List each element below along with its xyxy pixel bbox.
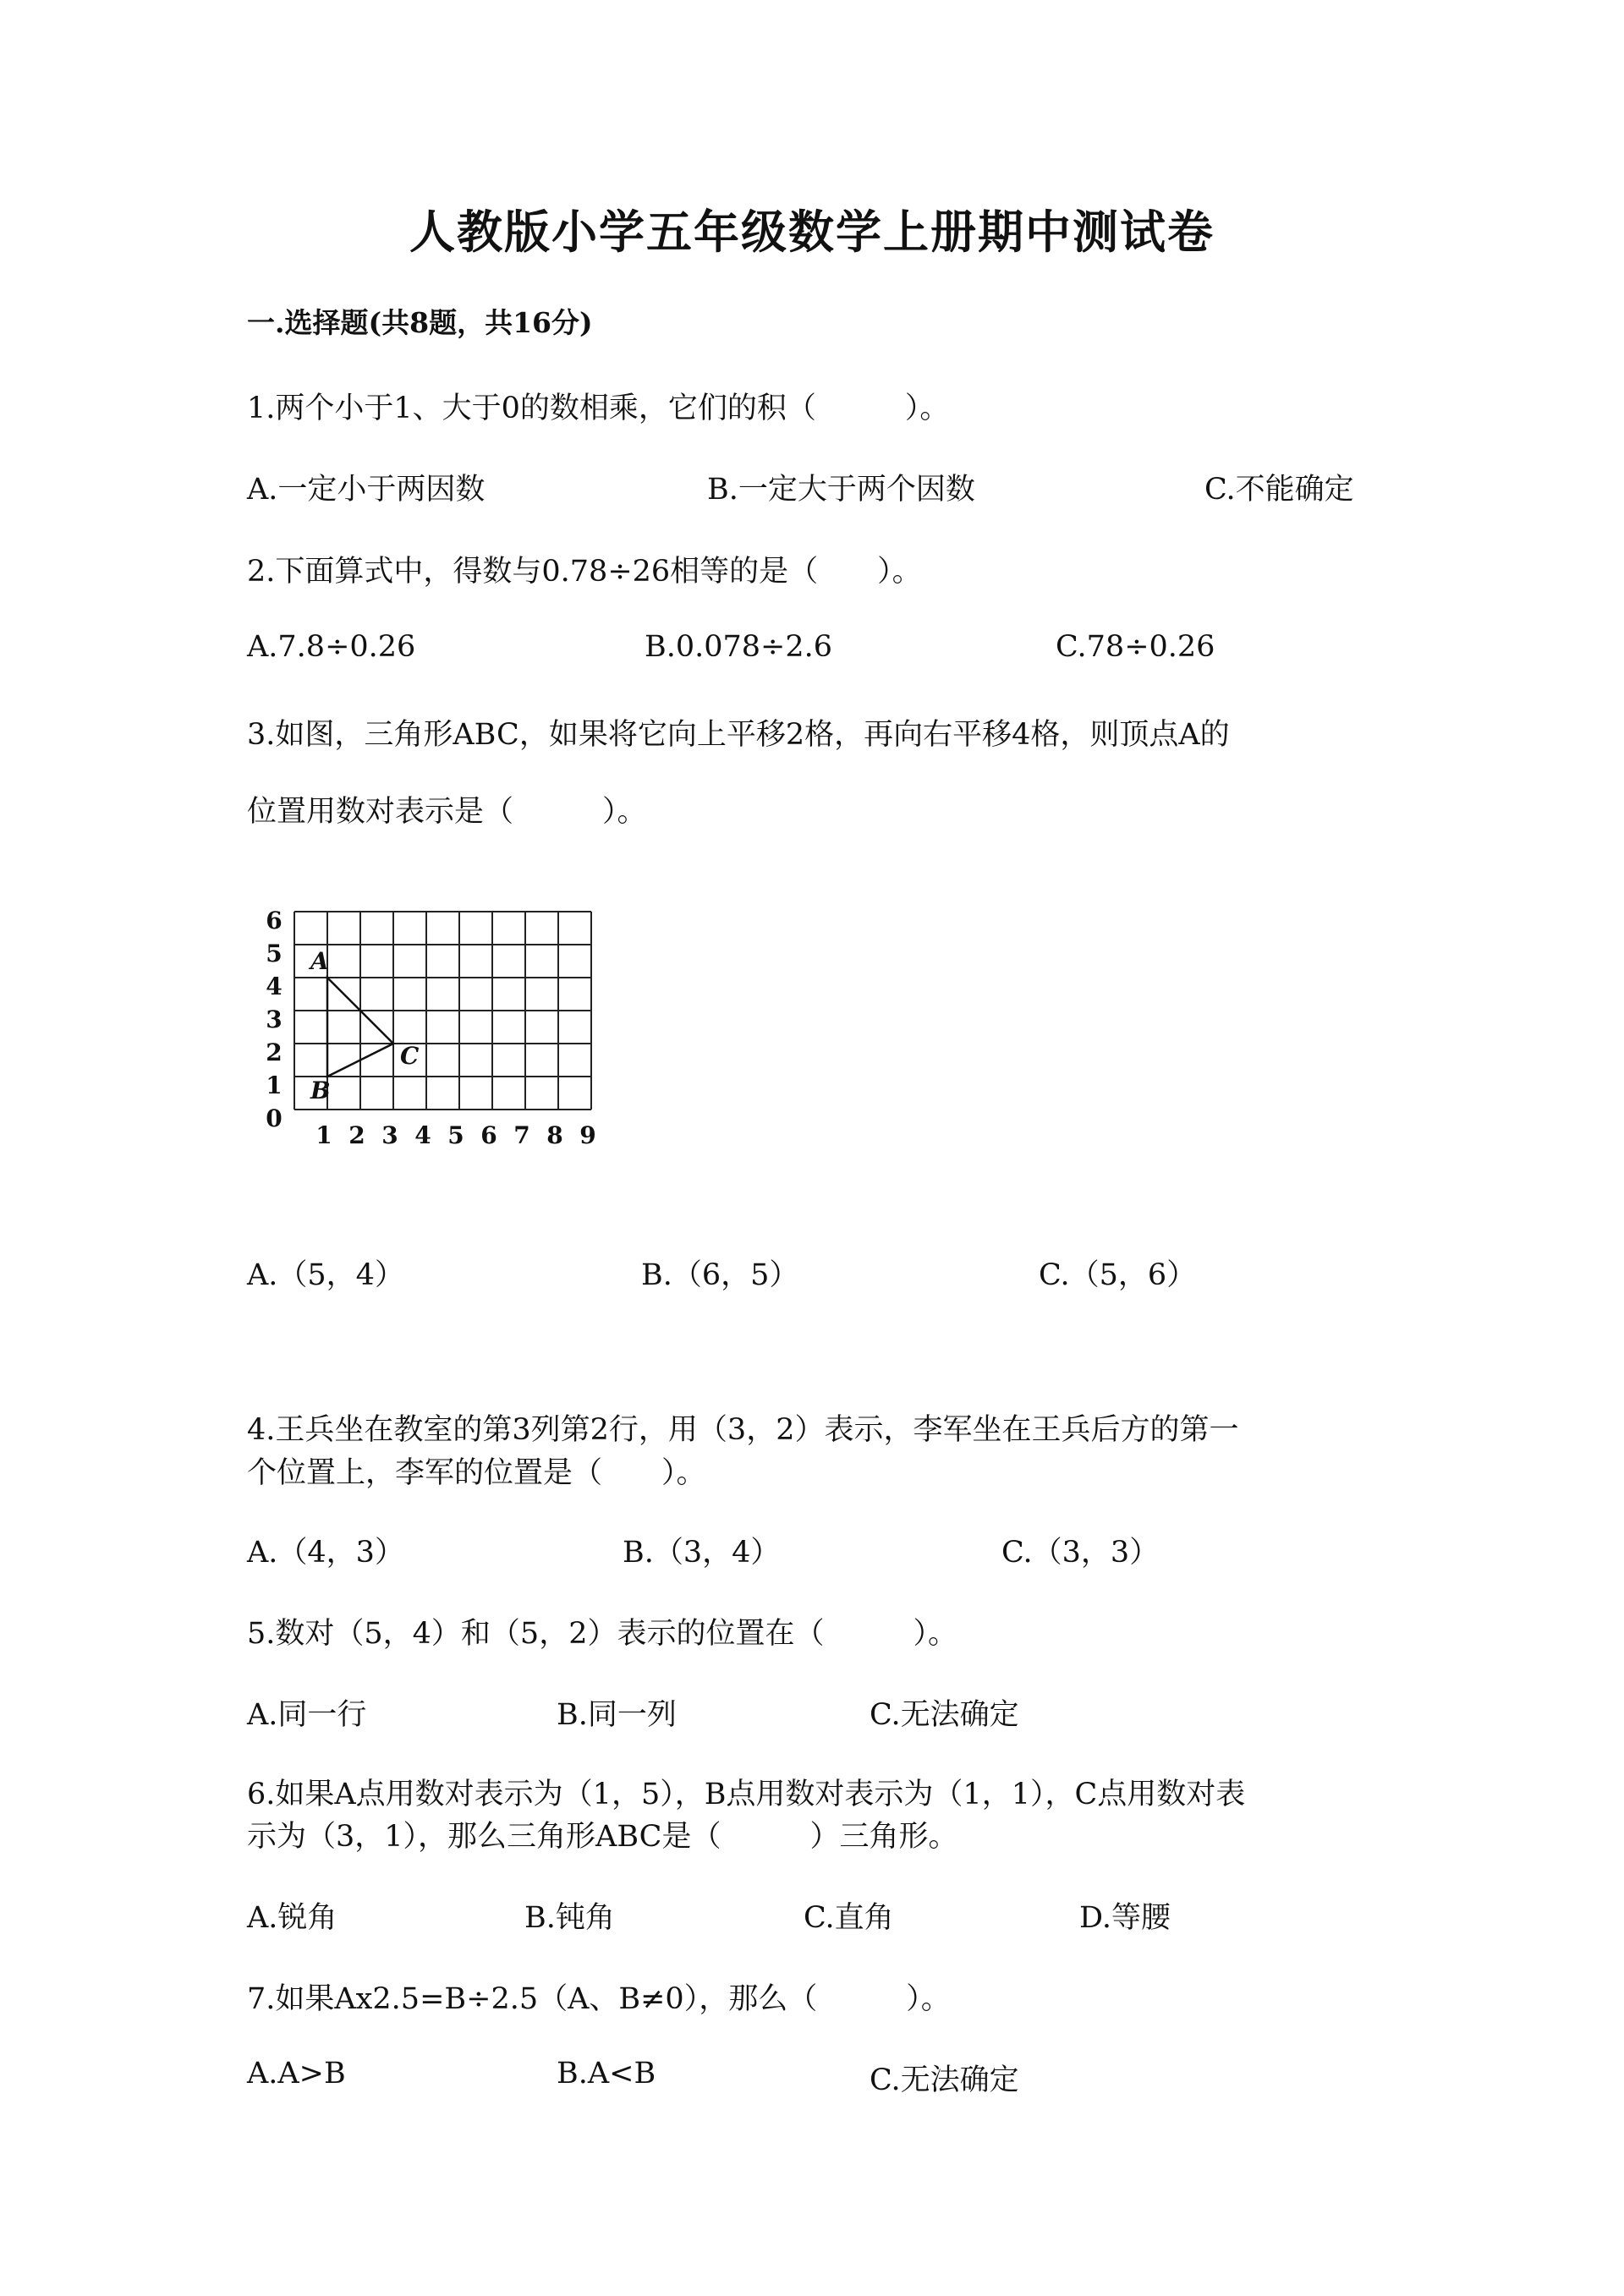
question-2-text: 2.下面算式中，得数与0.78÷26相等的是（ ）。 xyxy=(247,555,922,589)
question-7-option-a[interactable]: A.A>B xyxy=(247,2057,346,2091)
x-tick-label: 3 xyxy=(381,1121,398,1149)
question-7-option-c[interactable]: C.无法确定 xyxy=(870,2063,1019,2097)
question-5-option-b[interactable]: B.同一列 xyxy=(557,1698,677,1732)
section-heading: 一.选择题(共8题，共16分) xyxy=(247,306,593,339)
question-3-option-b[interactable]: B.（6，5） xyxy=(641,1258,799,1292)
question-7-text: 7.如果Ax2.5=B÷2.5（A、B≠0），那么（ ）。 xyxy=(247,1982,951,2016)
question-1-option-b[interactable]: B.一定大于两个因数 xyxy=(707,473,975,507)
y-tick-label: 6 xyxy=(266,907,283,934)
question-4-option-a[interactable]: A.（4，3） xyxy=(247,1536,404,1570)
y-tick-label: 0 xyxy=(266,1104,283,1132)
question-3-text-line-1: 3.如图，三角形ABC，如果将它向上平移2格，再向右平移4格，则顶点A的 xyxy=(247,718,1230,752)
question-6-text-line-2: 示为（3，1），那么三角形ABC是（ ）三角形。 xyxy=(247,1820,958,1854)
x-tick-label: 7 xyxy=(513,1121,530,1149)
question-5-option-a[interactable]: A.同一行 xyxy=(247,1698,367,1732)
question-4-text-line-1: 4.王兵坐在教室的第3列第2行，用（3，2）表示，李军坐在王兵后方的第一 xyxy=(247,1413,1239,1447)
question-6-option-b[interactable]: B.钝角 xyxy=(524,1901,615,1935)
question-6-text-line-1: 6.如果A点用数对表示为（1，5），B点用数对表示为（1，1），C点用数对表 xyxy=(247,1778,1246,1811)
grid-lines xyxy=(294,912,591,1110)
question-7-option-b[interactable]: B.A<B xyxy=(557,2057,656,2091)
x-tick-label: 8 xyxy=(546,1121,563,1149)
question-3-text-line-2: 位置用数对表示是（ ）。 xyxy=(247,795,647,829)
question-5-text: 5.数对（5，4）和（5，2）表示的位置在（ ）。 xyxy=(247,1617,957,1651)
question-2-option-a[interactable]: A.7.8÷0.26 xyxy=(247,630,416,664)
point-label-b: B xyxy=(310,1077,331,1104)
point-label-a: A xyxy=(310,947,329,975)
coordinate-grid-figure xyxy=(261,892,616,1163)
y-tick-label: 3 xyxy=(266,1006,283,1033)
question-3-option-c[interactable]: C.（5，6） xyxy=(1039,1258,1197,1292)
question-1-text: 1.两个小于1、大于0的数相乘，它们的积（ ）。 xyxy=(247,392,950,425)
question-2-option-c[interactable]: C.78÷0.26 xyxy=(1056,630,1215,664)
x-tick-label: 2 xyxy=(348,1121,365,1149)
question-6-option-d[interactable]: D.等腰 xyxy=(1079,1901,1171,1935)
x-tick-label: 1 xyxy=(315,1121,332,1149)
question-2-option-b[interactable]: B.0.078÷2.6 xyxy=(645,630,833,664)
y-tick-label: 1 xyxy=(266,1071,283,1099)
axis-tick-labels xyxy=(266,907,595,1149)
page-title: 人教版小学五年级数学上册期中测试卷 xyxy=(409,205,1215,259)
x-tick-label: 4 xyxy=(414,1121,431,1149)
question-1-option-a[interactable]: A.一定小于两因数 xyxy=(247,473,486,507)
question-4-text-line-2: 个位置上，李军的位置是（ ）。 xyxy=(247,1456,706,1490)
x-tick-label: 5 xyxy=(447,1121,464,1149)
question-6-option-a[interactable]: A.锐角 xyxy=(247,1901,337,1935)
question-3-option-a[interactable]: A.（5，4） xyxy=(247,1258,404,1292)
question-1-option-c[interactable]: C.不能确定 xyxy=(1204,473,1354,507)
question-6-option-c[interactable]: C.直角 xyxy=(804,1901,894,1935)
point-label-c: C xyxy=(400,1042,420,1070)
x-tick-label: 9 xyxy=(579,1121,596,1149)
x-tick-label: 6 xyxy=(480,1121,497,1149)
y-tick-label: 5 xyxy=(266,940,283,967)
y-tick-label: 4 xyxy=(266,973,283,1000)
question-4-option-b[interactable]: B.（3，4） xyxy=(623,1536,781,1570)
question-5-option-c[interactable]: C.无法确定 xyxy=(870,1698,1019,1732)
question-4-option-c[interactable]: C.（3，3） xyxy=(1001,1536,1160,1570)
y-tick-label: 2 xyxy=(266,1038,283,1066)
point-labels xyxy=(308,947,420,1104)
